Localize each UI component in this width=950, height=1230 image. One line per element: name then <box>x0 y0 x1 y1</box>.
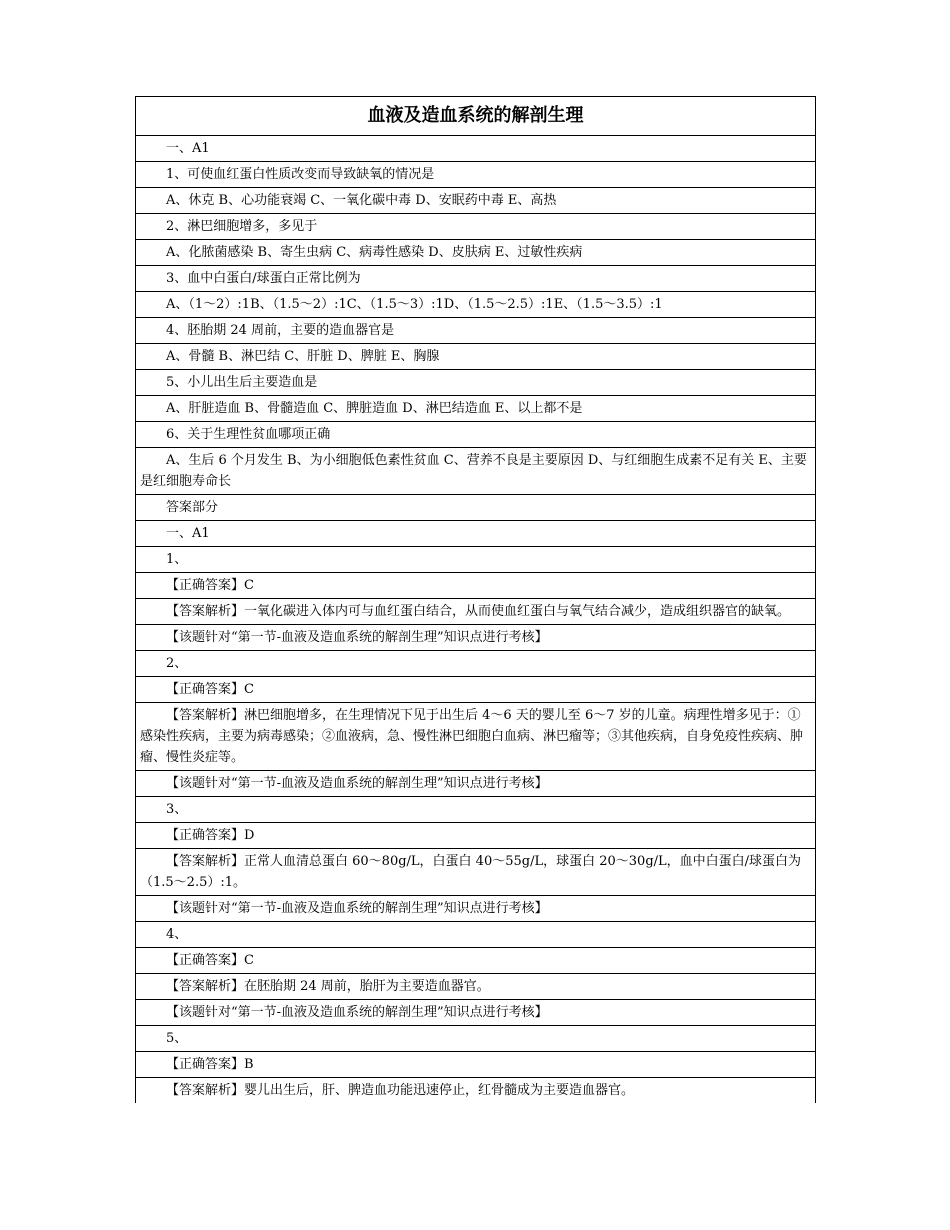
row-text: A、化脓菌感染 B、寄生虫病 C、病毒性感染 D、皮肤病 E、过敏性疾病 <box>136 240 816 266</box>
table-row <box>136 344 816 370</box>
table-row <box>136 495 816 521</box>
table-row <box>136 448 816 495</box>
row-text: 【正确答案】C <box>136 573 816 599</box>
row-text: 【该题针对“第一节-血液及造血系统的解剖生理”知识点进行考核】 <box>136 771 816 797</box>
table-row <box>136 240 816 266</box>
row-text: 【正确答案】B <box>136 1052 816 1078</box>
table-row <box>136 703 816 771</box>
row-text: 【答案解析】正常人血清总蛋白 60～80g/L，白蛋白 40～55g/L，球蛋白 20～30g/L，血中白蛋白/球蛋白为（1.5～2.5）:1。 <box>136 849 816 896</box>
table-row <box>136 823 816 849</box>
row-text: 4、胚胎期 24 周前，主要的造血器官是 <box>136 318 816 344</box>
content-table <box>135 96 816 1103</box>
table-row <box>136 771 816 797</box>
row-text: 【答案解析】淋巴细胞增多，在生理情况下见于出生后 4～6 天的婴儿至 6～7 岁的儿童。病理性增多见于：①感染性疾病，主要为病毒感染；②血液病，急、慢性淋巴细胞白血病、淋巴瘤等；③其他疾病，自身免疫性疾病、肿瘤、慢性炎症等。 <box>136 703 816 771</box>
row-text: 6、关于生理性贫血哪项正确 <box>136 422 816 448</box>
table-row <box>136 1052 816 1078</box>
table-row <box>136 625 816 651</box>
row-text: 1、可使血红蛋白性质改变而导致缺氧的情况是 <box>136 162 816 188</box>
row-text: A、（1～2）:1B、（1.5～2）:1C、（1.5～3）:1D、（1.5～2.5）:1E、（1.5～3.5）:1 <box>136 292 816 318</box>
row-text: 【正确答案】C <box>136 948 816 974</box>
table-row <box>136 547 816 573</box>
row-text: 答案部分 <box>136 495 816 521</box>
table-row <box>136 136 816 162</box>
row-text: 【答案解析】在胚胎期 24 周前，胎肝为主要造血器官。 <box>136 974 816 1000</box>
title-row <box>136 97 816 136</box>
table-row <box>136 521 816 547</box>
row-text: 【正确答案】D <box>136 823 816 849</box>
table-row <box>136 318 816 344</box>
row-text: 一、A1 <box>136 136 816 162</box>
row-text: 2、淋巴细胞增多，多见于 <box>136 214 816 240</box>
row-text: 【该题针对“第一节-血液及造血系统的解剖生理”知识点进行考核】 <box>136 625 816 651</box>
row-text: 5、 <box>136 1026 816 1052</box>
row-text: 4、 <box>136 922 816 948</box>
document-page <box>135 96 816 1103</box>
row-text: 3、 <box>136 797 816 823</box>
table-row <box>136 677 816 703</box>
table-row <box>136 599 816 625</box>
row-text: A、生后 6 个月发生 B、为小细胞低色素性贫血 C、营养不良是主要原因 D、与红细胞生成素不足有关 E、主要是红细胞寿命长 <box>136 448 816 495</box>
table-row <box>136 266 816 292</box>
row-text: 【该题针对“第一节-血液及造血系统的解剖生理”知识点进行考核】 <box>136 896 816 922</box>
table-row <box>136 162 816 188</box>
table-row <box>136 922 816 948</box>
table-row <box>136 1026 816 1052</box>
row-text: 【答案解析】一氧化碳进入体内可与血红蛋白结合，从而使血红蛋白与氧气结合减少，造成组织器官的缺氧。 <box>136 599 816 625</box>
table-row <box>136 573 816 599</box>
row-text: 2、 <box>136 651 816 677</box>
row-text: 3、血中白蛋白/球蛋白正常比例为 <box>136 266 816 292</box>
table-row <box>136 292 816 318</box>
row-text: A、肝脏造血 B、骨髓造血 C、脾脏造血 D、淋巴结造血 E、以上都不是 <box>136 396 816 422</box>
table-row <box>136 974 816 1000</box>
row-text: 一、A1 <box>136 521 816 547</box>
table-row <box>136 896 816 922</box>
row-text: 【该题针对“第一节-血液及造血系统的解剖生理”知识点进行考核】 <box>136 1000 816 1026</box>
page-title: 血液及造血系统的解剖生理 <box>136 97 816 136</box>
table-row <box>136 1000 816 1026</box>
row-text: 【答案解析】婴儿出生后，肝、脾造血功能迅速停止，红骨髓成为主要造血器官。 <box>136 1078 816 1104</box>
row-text: 1、 <box>136 547 816 573</box>
row-text: 5、小儿出生后主要造血是 <box>136 370 816 396</box>
table-row <box>136 849 816 896</box>
table-row <box>136 396 816 422</box>
table-row <box>136 370 816 396</box>
table-row <box>136 651 816 677</box>
row-text: 【正确答案】C <box>136 677 816 703</box>
table-row <box>136 214 816 240</box>
table-row <box>136 948 816 974</box>
table-row <box>136 188 816 214</box>
row-text: A、休克 B、心功能衰竭 C、一氧化碳中毒 D、安眠药中毒 E、高热 <box>136 188 816 214</box>
table-row <box>136 422 816 448</box>
row-text: A、骨髓 B、淋巴结 C、肝脏 D、脾脏 E、胸腺 <box>136 344 816 370</box>
table-row <box>136 1078 816 1104</box>
table-row <box>136 797 816 823</box>
